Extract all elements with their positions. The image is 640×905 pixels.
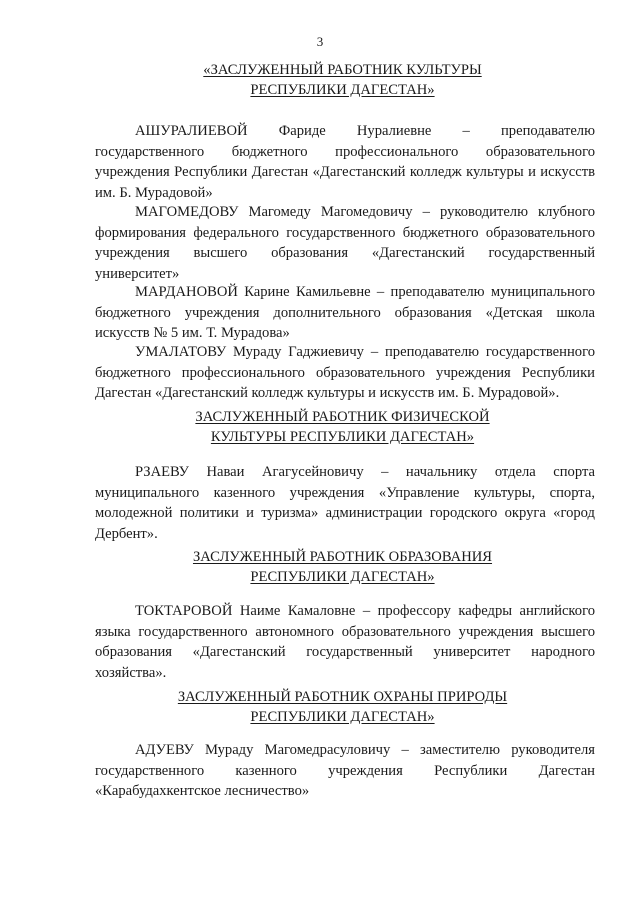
section-heading-line: КУЛЬТУРЫ РЕСПУБЛИКИ ДАГЕСТАН»: [210, 429, 475, 445]
section-heading-line: РЕСПУБЛИКИ ДАГЕСТАН»: [250, 709, 435, 725]
award-entry-mardanova: МАРДАНОВОЙ Карине Камильевне – преподавателю муниципального бюджетного учреждения дополнительного образования «Детская школа искусств № 5 им. Т. Мурадова»: [95, 284, 595, 341]
award-entry-umalatov: УМАЛАТОВУ Мураду Гаджиевичу – преподавателю государственного бюджетного профессионального образовательного учреждения Республики Дагестан «Дагестанский колледж культуры и искусств им. Б. Мурадовой».: [95, 344, 595, 401]
section-heading-line: РЕСПУБЛИКИ ДАГЕСТАН»: [250, 569, 435, 585]
section-heading-line: ЗАСЛУЖЕННЫЙ РАБОТНИК ФИЗИЧЕСКОЙ: [195, 409, 490, 425]
section-heading-line: «ЗАСЛУЖЕННЫЙ РАБОТНИК КУЛЬТУРЫ: [203, 62, 482, 78]
section-heading-line: ЗАСЛУЖЕННЫЙ РАБОТНИК ОХРАНЫ ПРИРОДЫ: [177, 689, 508, 705]
section-heading-physical-culture: [90, 407, 595, 447]
section-heading-nature-protection: [90, 687, 595, 727]
award-entry-rzaev: РЗАЕВУ Наваи Агагусейновичу – начальнику отдела спорта муниципального казенного учреждения «Управление культуры, спорта, молодежной политики и туризма» администрации городского округа «город Дербент».: [95, 464, 595, 542]
award-entry-magomedov: МАГОМЕДОВУ Магомеду Магомедовичу – руководителю клубного формирования федерального государственного бюджетного образовательного учреждения высшего образования «Дагестанский государственный университет»: [95, 204, 595, 282]
section-heading-line: РЕСПУБЛИКИ ДАГЕСТАН»: [250, 82, 435, 98]
section-heading-culture: [90, 60, 595, 100]
award-entry-ashuralieva: АШУРАЛИЕВОЙ Фариде Нуралиевне – преподавателю государственного бюджетного профессионального образовательного учреждения Республики Дагестан «Дагестанский колледж культуры и искусств им. Б. Мурадовой»: [95, 123, 595, 201]
section-heading-education: [90, 547, 595, 587]
award-entry-aduev: АДУЕВУ Мураду Магомедрасуловичу – заместителю руководителя государственного казенного учреждения Республики Дагестан «Карабудахкентское лесничество»: [95, 742, 595, 799]
section-heading-line: ЗАСЛУЖЕННЫЙ РАБОТНИК ОБРАЗОВАНИЯ: [192, 549, 493, 565]
award-entry-toktarova: ТОКТАРОВОЙ Наиме Камаловне – профессору кафедры английского языка государственного автономного образовательного учреждения высшего образования «Дагестанский государственный университет народного хозяйства».: [95, 603, 595, 681]
page-number: 3: [316, 34, 324, 49]
